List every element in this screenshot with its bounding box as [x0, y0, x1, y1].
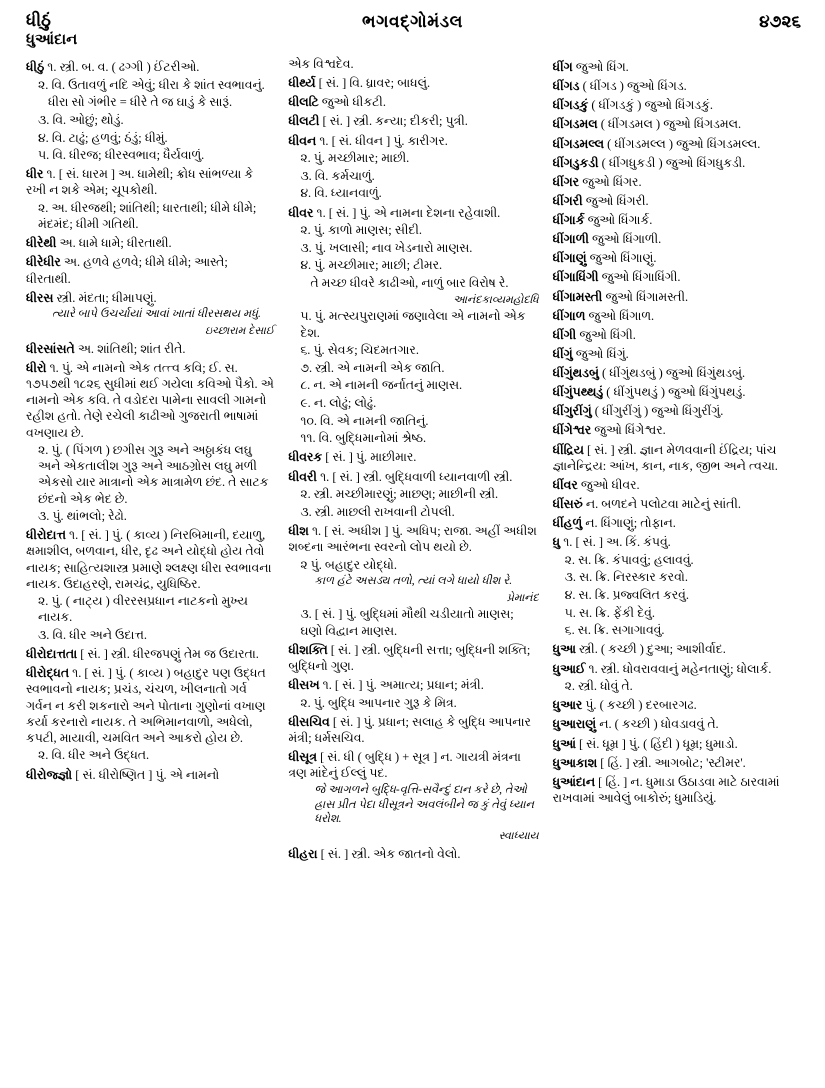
entry-sense: ઇચ્છારામ દેસાઈ [205, 324, 275, 337]
dictionary-entry: ધુઆંદાન [ હિં. ] ન. ધુમાડા ઉઠાડવા માટે ઠારવામાં રાખવામાં આવેલું બાકોરું; ધુમાડિયું. [552, 774, 780, 805]
dictionary-entry: ધીઠું ૧. સ્ત્રી. બ. વ. ( ઢગ્ગી ) ઈંટરીઓ. [26, 60, 200, 74]
headword: ધીરસ [26, 290, 54, 305]
entry-sense: ૩. પું. ખલાસી; નાવ ખેડનારો માણસ. [300, 240, 473, 255]
entry-sense: ૫. વિ. ધીરજ; ધીરસ્વભાવ; ધૈર્યવાળું. [38, 148, 205, 163]
headword: ધીશક્તિ [288, 642, 328, 657]
column-2 [280, 56, 544, 1076]
headword: ધીરોદ્ધત [26, 666, 70, 681]
dictionary-entry: ધીંગુરીંગું ( ધીંગુરીંગું ) જુઓ ધિંગુરીંગું. [552, 404, 724, 419]
header-left-line2: ધુઆંદાન [26, 32, 78, 49]
headword: ધીંગડુકડી [552, 155, 599, 170]
dictionary-entry: ધીંગડુકડી ( ધીંગધુકડી ) જુઓ ધિંગધુકડી. [552, 155, 746, 170]
headword: ધુઆંદાન [552, 774, 596, 789]
dictionary-entry: ધીવર ૧. [ સં. ] પું. એ નામના દેશના રહેવાશી. [288, 205, 501, 220]
entry-sense: ૨. અ. ધીરજથી; શાંતિથી; ધારતાથી; ધીમે ધીમે; મંદમંદ; ધીમી ગતિથી. [38, 201, 257, 232]
entry-sense: ૨. પું. બુદ્ધિ આપનાર ગુરૂ કે મિત્ર. [300, 695, 457, 710]
dictionary-entry: ધીંગાણું જુઓ ધિંગાણું. [552, 251, 657, 266]
headword: ધીંસરું [552, 496, 583, 511]
page-header [16, 10, 809, 56]
entry-sense: ૫. સ. ક્રિ. ફેંકી દેવું. [564, 605, 655, 620]
dictionary-entry: ધીંગાધિંગી જુઓ ધિંગાધિંગી. [552, 270, 681, 285]
dictionary-entry: ધીંગર જુઓ ધિંગર. [552, 174, 642, 189]
headword: ધીરેધીર [26, 255, 61, 270]
headword: ધીસૂત્ર [288, 749, 317, 764]
dictionary-entry: ધીંદ્રિય [ સં. ] સ્ત્રી. જ્ઞાન મેળવવાની ઈંદ્રિય; પાંચ જ્ઞાનેન્દ્રિય: આંખ, કાન, નાક, જીભ અને ત્વચા. [552, 442, 778, 473]
entry-sense: ૩. વિ. કર્મચાળું. [300, 168, 375, 183]
entry-sense: ધીરા સો ગંભીર = ધીરે તે જ ઘાડું કે સારૂં. [48, 95, 233, 110]
dictionary-entry: ધીસખ ૧. [ સં. ] પું. અમાત્ય; પ્રધાન; મંત્રી. [288, 677, 484, 692]
dictionary-entry: ધીસૂત્ર [ સં. ધી ( બુદ્ધિ ) + સૂત્ર ] ન. ગાયત્રી મંત્રના ત્રણ માંદેનું ઈલ્લું પદ. [288, 749, 521, 781]
headword: ધીંગાળ [552, 308, 586, 323]
entry-sense: ૩. સ. ક્રિ. નિરસ્કાર કરવો. [564, 570, 689, 585]
dictionary-entry: ધીવરક [ સં. ] પું. માછીમાર. [288, 450, 417, 465]
entry-sense: ૪. વિ. ધ્યાનવાળું. [300, 186, 382, 201]
dictionary-entry: ધીંવર જુઓ ધીવર. [552, 477, 640, 492]
dictionary-entry: ધીંગાર્ક જુઓ ધિંગાર્ક. [552, 213, 653, 227]
headword: ધીંગડમલ્લ [552, 136, 605, 151]
headword: ધીલટિ [288, 95, 319, 110]
entry-sense: ૪. પું. મચ્છીમાર; માછી; ટીમર. [300, 258, 443, 273]
headword: ધીર [26, 167, 44, 182]
dictionary-entry: ધીંગડમલ ( ધીંગડમલ ) જુઓ ધિંગડમલ. [552, 117, 742, 132]
headword: ધીશ [288, 523, 309, 538]
headword: ધીવન [288, 133, 317, 148]
dictionary-entry: ધુઆરાણું ન. ( કચ્છી ) ધોવડાવવું તે. [552, 717, 719, 732]
dictionary-entry: ધીવન ૧. [ સં. ધીવન ] પું. કારીગર. [288, 133, 448, 148]
dictionary-entry: ધીવરી ૧. [ સં. ] સ્ત્રી. બુદ્ધિવાળી ધ્યાનવાળી સ્ત્રી. [288, 469, 513, 484]
headword: ધીઠું [26, 60, 45, 74]
dictionary-entry: ધીંસરું ન. બળદને પલોટવા માટેનું સાંતી. [552, 496, 741, 511]
headword: ધુઆરાણું [552, 717, 597, 732]
headword: ધીંગેશ્વર [552, 423, 592, 438]
dictionary-entry: ધીંગરી જુઓ ધિંગરી. [552, 193, 649, 208]
headword: ધીરોજ્જ્ઞો [26, 767, 73, 782]
headword: ધીરો [26, 361, 47, 375]
entry-sense: ૧૦. વિ. એ નામની જાતિનું. [300, 413, 429, 428]
headword: ધીંગર [552, 174, 580, 189]
headword: ધીંહળું [552, 516, 583, 530]
dictionary-entry: ધીંગાળી જુઓ ધિંગાળી. [552, 232, 662, 247]
dictionary-entry: ધીશક્તિ [ સં. ] સ્ત્રી. બુદ્ધિની સત્તા; બુદ્ધિની શક્તિ; બુદ્ધિનો ગુણ. [288, 642, 531, 673]
dictionary-entry: ધીંગડકું ( ધીંગડકું ) જુઓ ધિંગડકું. [552, 98, 713, 113]
entry-sense: ૨. સ. ક્રિ. કંપાવવું; હલાવવું. [564, 552, 694, 567]
headword: ધુઆ [552, 642, 576, 657]
headword: ધીસખ [288, 677, 320, 692]
dictionary-entry: ધીરોદાત્ત ૧. [ સં. ] પું. ( કાવ્ય ) નિરબિમાની, દયાળુ, ક્ષમાશીલ, બળવાન, ધીર, દૃઢ અને યોદ્ધો હોય તેવો નાયક; સાહિત્યશાસ્ત્ર પ્રમાણે શ્લક્ષ્ણ ધીરા સ્વભાવના નાયક. ઉદાહરણે, રામચંદ્ર, યુધિષ્ઠિર. [26, 528, 272, 591]
dictionary-entry: ધીંગુંપથ્થડું ( ધીંગુંપથડું ) જુઓ ધિંગુંપથડું. [552, 385, 746, 400]
entry-sense: સ્વાધ્યાય [498, 829, 539, 842]
dictionary-entry: ધીંગુંથડબું ( ધીંગુંથડબું ) જુઓ ધિંગુંથડબું. [552, 366, 746, 380]
dictionary-entry: ધીલટિ જુઓ ધીકટી. [288, 95, 386, 110]
headword: ધુઆઈ [552, 661, 586, 676]
entry-sense: ૩. સ્ત્રી. માછલી રાખવાની ટોપલી. [300, 504, 455, 519]
entry-sense: કાળ હંટે અસડ્ય તળો, ત્યાં લગે ધાયો ધીશ રે. [314, 575, 513, 588]
headword: ધીંગડ [552, 79, 580, 94]
headword: ધીંગાર્ક [552, 213, 585, 227]
headword: ધીંગાળી [552, 232, 589, 247]
entry-sense: ૩. વિ. ઓછું; થોડું. [38, 112, 124, 127]
entry-sense: ૨. વિ. ઉતાવળું નદિ એવું; ધીરા કે શાંત સ્વભાવનું. [38, 77, 265, 92]
dictionary-entry: ધીલટી [ સં. ] સ્ત્રી. કન્યા; દીકરી; પુત્રી. [288, 114, 468, 129]
entry-sense: પ્રેમાનંદ [506, 591, 539, 604]
dictionary-entry: ધીંગડ ( ધીંગડ ) જુઓ ધિંગડ. [552, 79, 687, 94]
entry-sense: ૪. સ. ક્રિ. પ્રજ્વલિત કરવું. [564, 588, 689, 602]
entry-sense: ૨. પું. ( નાટ્ય ) વીરરસપ્રધાન નાટકનો મુખ્ય નાયક. [38, 594, 248, 625]
dictionary-entry: ધીરસાંસતે અ. શાંતિથી; શાંત રીતે. [26, 341, 186, 356]
headword: ધીંગડકું [552, 98, 589, 113]
entry-sense: ૩. વિ. ધીર અને ઉદાત્ત. [38, 628, 147, 642]
page-number: ૪૭૨૬ [759, 12, 801, 31]
dictionary-entry: ધીર્થ્ય [ સં. ] વિ. ધ્રાવર; બાધલું. [288, 76, 431, 91]
column-1 [16, 56, 280, 1076]
dictionary-entry: ધીંગી જુઓ ધિંગી. [552, 327, 636, 342]
headword: ધીવર [288, 205, 314, 220]
headword: ધીંદ્રિય [552, 442, 584, 457]
columns-container [16, 56, 809, 1076]
dictionary-entry: ધીંગેશ્વર જુઓ ધિંગેશ્વર. [552, 423, 666, 438]
headword: ધુઆં [552, 736, 576, 751]
dictionary-entry: ધીંગડમલ્લ ( ધીંગડમલ્લ ) જુઓ ધિંગડમલ્લ. [552, 136, 761, 151]
entry-sense: ૨. પું. ( પિંગળ ) છગીસ ગુરૂ અને અઠ્ઠાકંધ લઘુ અને એકતાલીશ ગુરૂ અને આઠગ્રોસ લઘુ મળી એકસો યાર માત્રાનો એક માત્રામેળ છંદ. તે સાટક છંદનો એક ભેદ છે. [38, 443, 269, 506]
entry-sense: ૭. સ્ત્રી. એ નામની એક જાતિ. [300, 360, 445, 375]
dictionary-entry: ધુઆં [ સં. ધૂમ્ર ] પું. ( હિંદી ) ધૂમ્ર; ધુમાડો. [552, 736, 738, 751]
headword: ધીંગુંપથ્થડું [552, 385, 604, 400]
entry-sense: આનંદકાવ્યમહોદધિ [453, 293, 539, 306]
headword: ધીંગ [552, 60, 573, 74]
entry-sense: ત્યારે બાપે ઉચર્ચાયાં આવાં ખાતાં ધીરસથય મધું. [52, 308, 261, 321]
headword: ધીંગડમલ [552, 117, 598, 132]
dictionary-entry: ધીહરા [ સં. ] સ્ત્રી. એક જાતનો વેલો. [288, 846, 461, 861]
dictionary-entry: ધુઆર પું. ( કચ્છી ) દરબારગઢ. [552, 698, 697, 713]
entry-sense: ૪. વિ. ટાઢું; હળવું; ઠંડું; ધીમું. [38, 130, 168, 145]
dictionary-entry: ધીરસ સ્ત્રી. મંદતા; ધીમાપણું. [26, 290, 157, 305]
entry-sense: ૯. ન. લોઢું; લોઢું. [300, 396, 377, 411]
entry-sense: ૨. વિ. ધીર અને ઉદ્ધત. [38, 748, 150, 763]
column-3 [545, 56, 809, 1076]
headword: ધીંગું [552, 346, 573, 361]
entry-sense: ૧૧. વિ. બુદ્ધિમાનોમાં શ્રેષ્ઠ. [300, 431, 427, 446]
headword: ધીર્થ્ય [288, 76, 316, 91]
dictionary-entry: ધીંગું જુઓ ધિંગું. [552, 346, 629, 361]
entry-sense: તે મચ્છ ધીવરે કાઢીઓ, નાળું બાર વિરોષ રે. [310, 276, 509, 290]
dictionary-entry: ધીર ૧. [ સં. ધારમ ] અ. ધામેથી; ક્રોધ સાંભળ્યા કે રખી ન શકે એમ; ચૂપકોથી. [26, 167, 254, 198]
entry-sense: ૨ પું. બહાદુર યોદ્ધો. [300, 557, 397, 572]
dictionary-entry: ધીંહળું ન. ધિંગાણું; તોફાન. [552, 516, 676, 530]
dictionary-entry: ધીરો ૧. પું. એ નામનો એક તત્ત્વ કવિ; ઈ. સ. ૧૭૫૭થી ૧૮૨૬ સુધીમાં થઈ ગયેલા કવિઓ પૈકો. એ નામનો એક કવિ. તે વડોદરા પામેના સાવલી ગામનો રહીશ હતો. તેણે રચેલી કાઢીઓ ગુજરાતી ભાષામાં વખણાય છે. [26, 361, 274, 440]
headword: ધીવરી [288, 469, 317, 484]
dictionary-entry: ધીશ ૧. [ સં. અધીશ ] પું. અધિપ; રાજા. અહીં અધીશ શબ્દના આરંભના સ્વરનો લોપ થયો છે. [288, 523, 537, 555]
headword: ધીરોદાત્તતા [26, 647, 78, 662]
dictionary-entry: ધુઆ સ્ત્રી. ( કચ્છી ) દુઆ; આશીર્વાદ. [552, 642, 726, 657]
headword: ધીંગુરીંગું [552, 404, 592, 419]
headword: ધુઆકાશ [552, 755, 598, 770]
entry-sense: ૩. [ સં. ] પું. બુદ્ધિમાં મૌથી ચડીયાતો માણસ; ઘણો વિદ્વાન માણસ. [300, 607, 514, 638]
dictionary-entry: ધીંગ જુઓ ધિંગ. [552, 60, 629, 74]
entry-sense: જે આગળને બુદ્ધિ-વૃત્તિ-સવૈન્દું દાન કરે છે, તેઓ હ્રાસ પ્રીત પેદા ધીસૂત્રને અવલંબીને જ કું તેવું ધ્યાન ધરોશ. [314, 783, 534, 826]
headword: ધીલટી [288, 114, 320, 129]
dictionary-entry: ધુ ૧. [ સં. ] અ. કિં. કંપવું. [552, 535, 671, 550]
headword: ધીંગાધિંગી [552, 270, 599, 285]
header-title: ભગવદ્ગોમંડલ [362, 12, 463, 31]
headword: ધીંગરી [552, 193, 583, 208]
headword: ધીરસાંસતે [26, 341, 75, 356]
dictionary-entry: ધીરેથી અ. ધામે ધામે; ધીરતાથી. [26, 236, 172, 251]
headword: ધીસચિવ [288, 714, 330, 729]
headword: ધીંગી [552, 327, 577, 342]
headword: ધીરોદાત્ત [26, 528, 66, 543]
dictionary-entry: ધુઆકાશ [ હિં. ] સ્ત્રી. આગબોટ; 'સ્ટીમર'. [552, 755, 746, 770]
dictionary-entry: ધીસચિવ [ સં. ] પું. પ્રધાન; સલાહ કે બુદ્ધિ આપનાર મંત્રી; ધર્મસચિવ. [288, 714, 531, 745]
entry-sense: ૨. સ્ત્રી. ધોવું તે. [564, 679, 633, 694]
headword: ધીંગુંથડબું [552, 366, 599, 380]
dictionary-entry: ધીરોજ્જ્ઞો [ સં. ધીરોષ્ણિત ] પું. એ નામનો [26, 767, 220, 782]
headword: ધીંગામસ્તી [552, 289, 603, 304]
entry-sense: ૫. પું. મત્સ્યપુરાણમાં જણાવેલા એ નામનો એક દેશ. [300, 309, 526, 340]
headword: ધીરેથી [26, 236, 57, 251]
headword: ધુ [552, 535, 561, 550]
entry-sense: ૩. પું. થાંભલો; રેઢો. [38, 509, 127, 524]
headword: ધુઆર [552, 698, 583, 713]
entry-sense: ૨. પું. કાળો માણસ; સીદી. [300, 223, 422, 238]
entry-sense: ૨. પું. મચ્છીમાર; માછી. [300, 151, 410, 166]
entry-sense: ૬. પું. સેવક; ચિદમતગાર. [300, 343, 419, 358]
dictionary-entry: ધીરોદ્ધત ૧. [ સં. ] પું. ( કાવ્ય ) બહાદુર પણ ઉદ્ધત સ્વભાવનો નાયક; પ્રચંડ, ચંચળ, ખીલનાતો ગર્વ ગર્વન ન કરી શકનારો અને પોતાના ગુણોનાં વખાણ કર્યા કરનારો નાયક. તે અભિમાનવાળો, અધેલો, કપટી, માયાવી, ચમવિત અને આકરો હોય છે. [26, 666, 266, 745]
dictionary-entry: ધીરેધીર અ. હળવે હળવે; ધીમે ધીમે; આસ્તે; ધીરતાથી. [26, 255, 228, 286]
headword: ધીવરક [288, 450, 323, 465]
entry-sense: ૨. સ્ત્રી. મચ્છીમારણું; માછણ; માછીની સ્ત્રી. [300, 487, 499, 502]
headword: ધીહરા [288, 846, 318, 861]
entry-sense: ૬. સ. ક્રિ. સગાગાવવું. [564, 623, 665, 638]
headword: ધીંગાણું [552, 251, 587, 266]
dictionary-entry: ધીંગાળ જુઓ ધિંગાળ. [552, 308, 655, 323]
dictionary-entry: ધુઆઈ ૧. સ્ત્રી. ધોવરાવવાનું મહેનતાણું; ધોલાર્ક. [552, 661, 772, 676]
header-left-line1: ધીઠું [26, 11, 51, 30]
dictionary-entry: ધીરોદાત્તતા [ સં. ] સ્ત્રી. ધીરજપણું તેમ જ ઉદારતા. [26, 647, 259, 662]
headword: ધીંવર [552, 477, 578, 492]
entry-sense: ૮. ન. એ નામની જર્નાતનું માણસ. [300, 378, 463, 393]
dictionary-entry: ધીંગામસ્તી જુઓ ધિંગામસ્તી. [552, 289, 689, 304]
entry-sense: એક વિશ્વદેવ. [288, 57, 354, 71]
